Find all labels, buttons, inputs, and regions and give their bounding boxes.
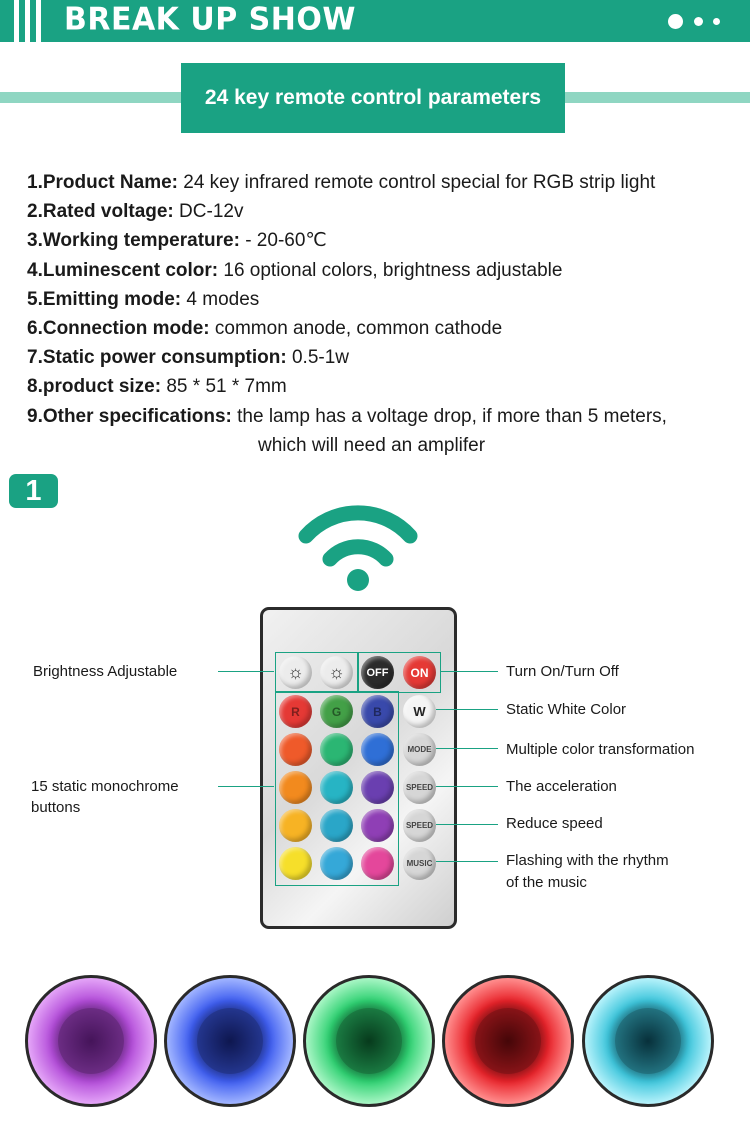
led-strip-purple [25, 975, 157, 1107]
led-strip-green [303, 975, 435, 1107]
led-strip-red [442, 975, 574, 1107]
monochrome-label: 15 static monochrome [31, 778, 179, 795]
spec-value: - 20-60℃ [239, 230, 327, 252]
spec-value: DC-12v [173, 201, 244, 223]
static-white-label: Static White Color [506, 701, 627, 718]
remote-control [260, 607, 457, 929]
spec-row [27, 372, 737, 401]
white-button[interactable]: W [403, 695, 436, 728]
sun-icon: ☼ [328, 662, 345, 682]
header-stripe [14, 0, 19, 42]
red-button[interactable]: R [279, 695, 312, 728]
music-label: of the music [506, 874, 587, 891]
spec-label: 1.Product Name: [27, 172, 178, 193]
section-title: 24 key remote control parameters [181, 63, 565, 133]
spec-label: 6.Connection mode: [27, 318, 210, 340]
spec-value: 16 optional colors, brightness adjustable [218, 259, 563, 281]
spec-list [27, 168, 737, 460]
callout-line [218, 671, 274, 672]
speed-up-button[interactable]: SPEED [403, 771, 436, 804]
brightness-label: Brightness Adjustable [33, 663, 178, 680]
spec-value: the lamp has a voltage drop, if more than 5 meters, [231, 405, 667, 427]
spec-row [27, 256, 737, 285]
callout-line [436, 786, 498, 787]
music-button[interactable]: MUSIC [403, 847, 436, 880]
wireless-signal-icon [298, 502, 418, 594]
spec-value: 24 key infrared remote control special for RGB strip light [177, 172, 656, 193]
spec-row [27, 197, 737, 226]
spec-row [27, 226, 737, 255]
callout-line [436, 709, 498, 710]
spec-row [27, 168, 737, 197]
spec-row [27, 343, 737, 372]
spec-label: 5.Emitting mode: [27, 288, 182, 310]
monochrome-label: buttons [31, 799, 81, 816]
header-title: BREAK UP SHOW [64, 1, 356, 38]
acceleration-label: The acceleration [506, 778, 617, 795]
spec-value-continuation: which will need an amplifer [258, 434, 486, 456]
mode-button[interactable]: MODE [403, 733, 436, 766]
spec-row [27, 314, 737, 343]
sun-icon: ☼ [287, 662, 304, 682]
spec-label: 2.Rated voltage: [27, 201, 174, 223]
multiple-color-label: Multiple color transformation [506, 741, 695, 758]
reduce-speed-label: Reduce speed [506, 815, 603, 832]
callout-line [218, 786, 274, 787]
green-button[interactable]: G [320, 695, 353, 728]
header-dot [694, 17, 703, 26]
spec-label: 9.Other specifications: [27, 405, 232, 427]
spec-label: 8.product size: [27, 376, 162, 398]
step-badge: 1 [9, 474, 58, 508]
spec-label: 4.Luminescent color: [27, 259, 219, 281]
spec-label: 3.Working temperature: [27, 230, 240, 252]
power-frame [357, 652, 441, 693]
spec-row [27, 285, 737, 314]
callout-line [440, 671, 498, 672]
blue-button[interactable]: B [361, 695, 394, 728]
brightness-frame [275, 652, 359, 693]
speed-down-button[interactable]: SPEED [403, 809, 436, 842]
header-stripe [36, 0, 41, 42]
monochrome-frame [275, 691, 399, 886]
led-strip-blue [164, 975, 296, 1107]
music-label: Flashing with the rhythm [506, 852, 669, 869]
header-banner [0, 0, 750, 42]
spec-value: 0.5-1w [286, 347, 350, 369]
off-button[interactable]: OFF [361, 656, 394, 689]
turn-on-off-label: Turn On/Turn Off [506, 663, 619, 680]
header-dot [713, 18, 720, 25]
callout-line [436, 861, 498, 862]
spec-label: 7.Static power consumption: [27, 347, 287, 369]
on-button[interactable]: ON [403, 656, 436, 689]
spec-value: 85 * 51 * 7mm [161, 376, 287, 398]
spec-value: 4 modes [181, 288, 260, 310]
spec-row [27, 402, 737, 460]
led-strip-cyan [582, 975, 714, 1107]
callout-line [436, 748, 498, 749]
header-stripe [25, 0, 30, 42]
callout-line [436, 824, 498, 825]
header-dot [668, 14, 683, 29]
spec-value: common anode, common cathode [209, 318, 503, 340]
